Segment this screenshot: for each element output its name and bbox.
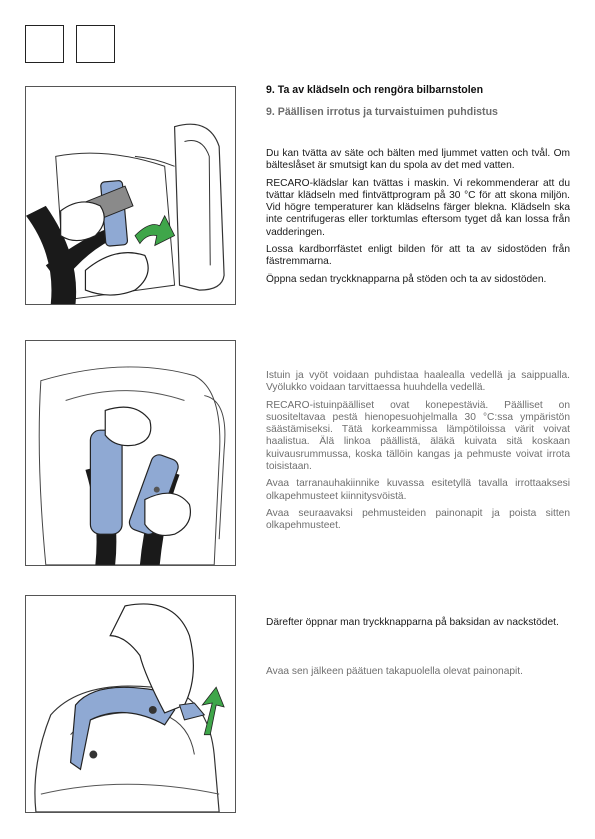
paragraph: Avaa seuraavaksi pehmusteiden painonapit ja poista sitten olkapehmusteet. [266,507,570,532]
language-box-1 [25,25,64,63]
paragraph: RECARO-istuinpäälliset ovat konepestäviä. Päälliset on suositeltavaa pestä hienopesuohjelmalla 30 °C:ssa ympäristön säästämiseksi. Tätä korkeammissa lämpötiloissa värit voivat haalistua. Älä linkoa päällistä, äläkä kuivata sitä koskaan kuivausrummussa, koska tällöin kangas ja pehmuste voivat irrota toisistaan. [266,399,570,473]
heading-swedish: 9. Ta av klädseln och rengöra bilbarnstolen [266,84,484,96]
heading-finnish: 9. Päällisen irrotus ja turvaistuimen puhdistus [266,106,498,118]
section1-swedish-text [266,148,570,286]
paragraph: RECARO-klädslar kan tvättas i maskin. Vi rekommenderar att du tvättar klädseln med fintvättprogram på 30 °C för att skona miljön. Vid högre temperaturer kan klädselns färger blekna. Klädseln ska inte centrifugeras eller torktumlas eftersom tyget då kan lossa från vadderingen. [266,177,570,238]
illustration-remove-shoulder-pad [25,86,236,305]
paragraph: Istuin ja vyöt voidaan puhdistaa haalealla vedellä ja saippualla. Vyölukko voidaan tarvittaessa huuhdella vedellä. [266,370,570,394]
paragraph: Öppna sedan tryckknapparna på stöden och ta av sidostöden. [266,273,547,285]
paragraph: Avaa sen jälkeen päätuen takapuolella olevat painonapit. [266,666,523,677]
paragraph: Lossa kardborrfästet enligt bilden för att ta av sidostöden från fästremmarna. [266,244,570,268]
paragraph: Därefter öppnar man tryckknapparna på baksidan av nackstödet. [266,617,559,628]
section-headings [266,84,570,119]
section1-finnish-text [266,370,570,533]
illustration-open-press-studs [25,340,236,566]
paragraph: Avaa tarranauhakiinnike kuvassa esitetyllä tavalla irrottaaksesi olkapehmusteet kiinnitysvöistä. [266,478,570,502]
illustration-headrest-press-studs [25,595,236,813]
paragraph: Du kan tvätta av säte och bälten med ljummet vatten och tvål. Om bälteslåset är smutsigt kan du spola av det med vatten. [266,148,570,172]
section2-swedish-text [266,617,570,629]
language-box-2 [76,25,115,63]
section2-finnish-text [266,666,570,678]
